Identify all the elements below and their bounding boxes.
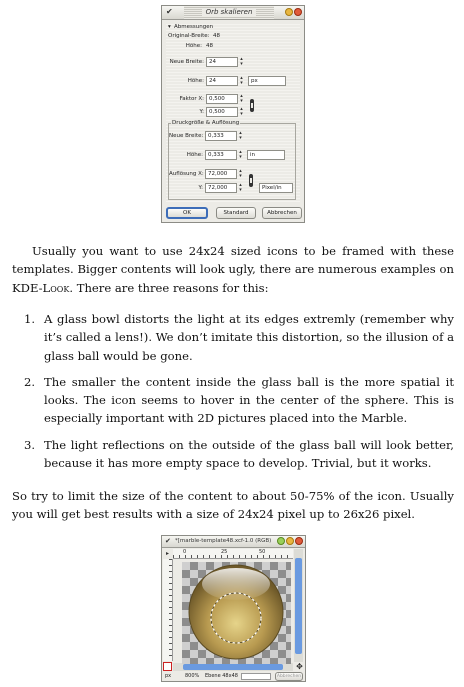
vertical-ruler: [163, 559, 173, 661]
print-width-label: Neue Breite:: [169, 133, 204, 139]
scale-dialog: [161, 5, 305, 223]
collapse-arrow-icon[interactable]: ▾: [168, 24, 171, 30]
resolution-chain-icon[interactable]: [249, 174, 253, 187]
ratio-y-label: Y:: [199, 109, 204, 115]
vertical-scrollbar[interactable]: [294, 549, 303, 662]
marble-orb-icon: [182, 562, 291, 664]
intro-paragraph: Usually you want to use 24x24 sized icons to be framed with these templates. Bigger contents will look ugly, there are numerous examples on KDE-Look. There are three reasons for this:: [12, 244, 454, 295]
status-bar: [163, 672, 304, 682]
image-canvas[interactable]: [182, 562, 291, 664]
reasons-list: [12, 310, 454, 480]
image-window-title: *[marble-template48.xcf-1.0 (RGB): [175, 538, 271, 544]
quick-mask-icon[interactable]: [163, 662, 172, 671]
window-menu-icon[interactable]: ✔: [165, 537, 171, 545]
reset-button[interactable]: Standard: [216, 207, 256, 219]
closing-paragraph: So try to limit the size of the content to about 50-75% of the icon. Usually you will get best results with a size of 24x24 pixel up to 26x26 pixel.: [12, 489, 454, 522]
cancel-button[interactable]: Abbrechen: [262, 207, 302, 219]
ruler-tick-label: 0: [183, 549, 187, 555]
kde-look-link: KDE-Look: [12, 280, 70, 295]
dialog-title: Orb skalieren: [202, 8, 257, 16]
resolution-y-spinner[interactable]: ▴ ▾: [239, 182, 242, 193]
chain-link-icon[interactable]: [250, 99, 254, 112]
horizontal-scrollbar-thumb[interactable]: [183, 664, 283, 670]
resolution-y-label: Y:: [198, 185, 203, 191]
print-size-group-title: Druckgröße & Auflösung: [172, 120, 240, 126]
original-width-label: Original-Breite:: [168, 33, 210, 39]
new-height-spinner[interactable]: ▴ ▾: [240, 75, 243, 86]
resolution-x-spinner[interactable]: ▴ ▾: [239, 168, 242, 179]
image-titlebar[interactable]: [162, 536, 305, 548]
progress-bar: [241, 673, 271, 680]
dialog-content: [166, 22, 300, 204]
menu-arrow-icon[interactable]: ▸: [165, 550, 169, 557]
list-item: 1. A glass bowl distorts the light at its edges extremly (remember why it’s called a lens!). We don’t imitate this distortion, so the illusion of a glass ball would be gone.: [24, 312, 454, 363]
print-size-group: [168, 120, 296, 200]
resolution-y-input[interactable]: 72,000: [205, 183, 237, 193]
close-icon[interactable]: [294, 8, 302, 16]
print-height-label: Höhe:: [186, 152, 203, 158]
ok-button[interactable]: OK: [166, 207, 208, 219]
list-item: 2. The smaller the content inside the glass ball is the more spatial it looks. The icon seems to hover in the center of the sphere. This is especially important with 2D pictures placed into the Marble.: [24, 374, 454, 426]
size-unit-select[interactable]: px: [248, 76, 286, 86]
ratio-x-input[interactable]: 0,500: [206, 94, 238, 104]
new-height-label: Höhe:: [187, 78, 204, 84]
original-height-value: 48: [206, 43, 213, 49]
ratio-y-input[interactable]: 0,500: [206, 107, 238, 117]
ratio-x-spinner[interactable]: ▴ ▾: [240, 93, 243, 104]
resolution-x-input[interactable]: 72,000: [205, 169, 237, 179]
status-cancel-button[interactable]: Abbrechen: [276, 674, 302, 679]
print-width-input[interactable]: 0,333: [205, 131, 237, 141]
status-unit[interactable]: px: [165, 673, 172, 679]
minimize-icon[interactable]: [277, 537, 285, 545]
original-width-value: 48: [213, 33, 220, 39]
new-width-input[interactable]: 24: [206, 57, 238, 67]
print-height-spinner[interactable]: ▴ ▾: [239, 149, 242, 160]
navigate-icon[interactable]: ✥: [296, 662, 303, 671]
window-menu-icon[interactable]: ✔: [166, 7, 173, 16]
vertical-scrollbar-thumb[interactable]: [295, 558, 302, 654]
print-unit-select[interactable]: in: [247, 150, 285, 160]
help-icon[interactable]: [285, 8, 293, 16]
section-header-dimensions: Abmessungen: [174, 24, 214, 30]
horizontal-scrollbar[interactable]: [173, 663, 293, 671]
resolution-unit-select[interactable]: Pixel/in: [259, 183, 293, 193]
original-height-label: Höhe:: [185, 43, 202, 49]
ratio-x-label: Faktor X:: [179, 96, 204, 102]
resolution-x-label: Auflösung X:: [169, 171, 204, 177]
print-height-input[interactable]: 0,333: [205, 150, 237, 160]
zoom-level[interactable]: 800%: [185, 673, 200, 679]
print-width-spinner[interactable]: ▴ ▾: [239, 130, 242, 141]
dialog-titlebar[interactable]: [162, 6, 304, 20]
ruler-tick-label: 50: [259, 549, 266, 555]
close-icon[interactable]: [295, 537, 303, 545]
new-height-input[interactable]: 24: [206, 76, 238, 86]
status-text: Ebene 48x48: [205, 673, 238, 679]
maximize-icon[interactable]: [286, 537, 294, 545]
list-item: 3. The light reflections on the outside of the glass ball will look better, because it has more empty space to develop. Trivial, but it works.: [24, 437, 454, 471]
new-width-label: Neue Breite:: [169, 59, 204, 65]
ruler-tick-label: 25: [221, 549, 228, 555]
new-width-spinner[interactable]: ▴ ▾: [240, 56, 243, 67]
ratio-y-spinner[interactable]: ▴ ▾: [240, 106, 243, 117]
horizontal-ruler: [173, 549, 293, 559]
